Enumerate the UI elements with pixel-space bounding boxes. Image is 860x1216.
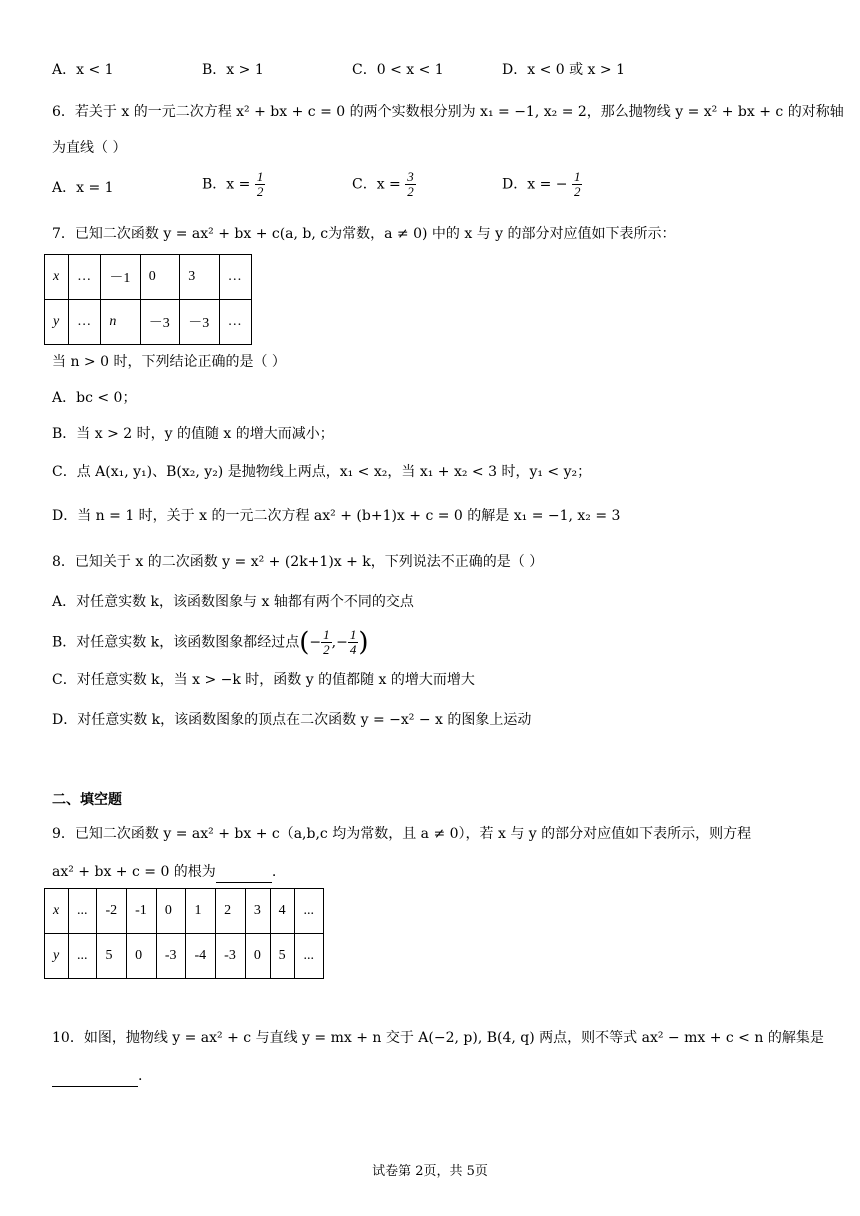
q6-option-b: B．x = $\frac{1}{2}$ [202,169,264,199]
q7-option-c: C．点 A(x₁, y₁)、B(x₂, y₂) 是抛物线上两点，x₁ < x₂，当 x₁ + x₂ < 3 时，y₁ < y₂； [52,464,592,480]
q8-option-a: A．对任意实数 k，该函数图象与 x 轴都有两个不同的交点 [52,594,414,610]
q6-option-c: C．x = $\frac{3}{2}$ [352,169,414,199]
q5-option-c: C．0 < x < 1 [352,62,444,78]
fraction: $\frac{1}{4}$ [349,627,357,657]
fraction: $\frac{3}{2}$ [407,169,414,199]
q6-option-d: D．x = − $\frac{1}{2}$ [502,169,581,199]
q7-question: 当 n > 0 时，下列结论正确的是（ ） [52,354,286,370]
q10-answer-line: . [52,1066,142,1087]
fraction: $\frac{1}{2}$ [573,169,581,199]
answer-blank[interactable] [52,1066,138,1087]
q9-stem-cont: ax² + bx + c = 0 的根为 . [52,862,276,883]
q8-option-b: B．对任意实数 k，该函数图象都经过点(− $\frac{1}{2}$ ,− $\frac{1}{4}$ ) [52,627,369,658]
q5-option-a: A．x < 1 [52,62,114,78]
q7-option-d: D．当 n = 1 时，关于 x 的一元二次方程 ax² + (b+1)x + c = 0 的解是 x₁ = −1, x₂ = 3 [52,508,621,524]
table-row: x … －1 0 3 … [45,255,252,300]
q7-stem: 7．已知二次函数 y = ax² + bx + c(a, b, c为常数，a ≠ 0) 中的 x 与 y 的部分对应值如下表所示： [52,226,676,242]
answer-blank[interactable] [216,862,272,883]
table-row: y ... 5 0 -3 -4 -3 0 5 ... [45,934,324,979]
q9-value-table [44,888,324,979]
q6-option-a: A．x = 1 [52,180,114,196]
q5-option-d: D．x < 0 或 x > 1 [502,62,625,78]
q6-stem-cont: 为直线（ ） [52,140,127,156]
q10-stem: 10．如图，抛物线 y = ax² + c 与直线 y = mx + n 交于 A(−2, p), B(4, q) 两点，则不等式 ax² − mx + c < n 的解集是 [52,1030,824,1046]
q7-option-a: A．bc < 0； [52,390,137,406]
table-row: x ... -2 -1 0 1 2 3 4 ... [45,889,324,934]
q7-option-b: B．当 x > 2 时，y 的值随 x 的增大而减小； [52,426,334,442]
q8-option-d: D．对任意实数 k，该函数图象的顶点在二次函数 y = −x² − x 的图象上运动 [52,712,532,728]
section-title: 二、填空题 [52,792,122,808]
fraction: $\frac{1}{2}$ [323,627,330,657]
q8-stem: 8．已知关于 x 的二次函数 y = x² + (2k+1)x + k，下列说法不正确的是（ ） [52,554,544,570]
page-footer: 试卷第 2页，共 5页 [372,1164,488,1179]
table-row: y … n －3 －3 … [45,300,252,345]
q5-option-b: B．x > 1 [202,62,264,78]
q9-stem: 9．已知二次函数 y = ax² + bx + c（a,b,c 均为常数，且 a ≠ 0），若 x 与 y 的部分对应值如下表所示，则方程 [52,826,752,842]
q7-value-table [44,254,252,345]
q8-option-c: C．对任意实数 k，当 x > −k 时，函数 y 的值都随 x 的增大而增大 [52,672,475,688]
q6-stem: 6．若关于 x 的一元二次方程 x² + bx + c = 0 的两个实数根分别为 x₁ = −1, x₂ = 2，那么抛物线 y = x² + bx + c 的对称轴 [52,104,844,120]
fraction: $\frac{1}{2}$ [256,169,264,199]
